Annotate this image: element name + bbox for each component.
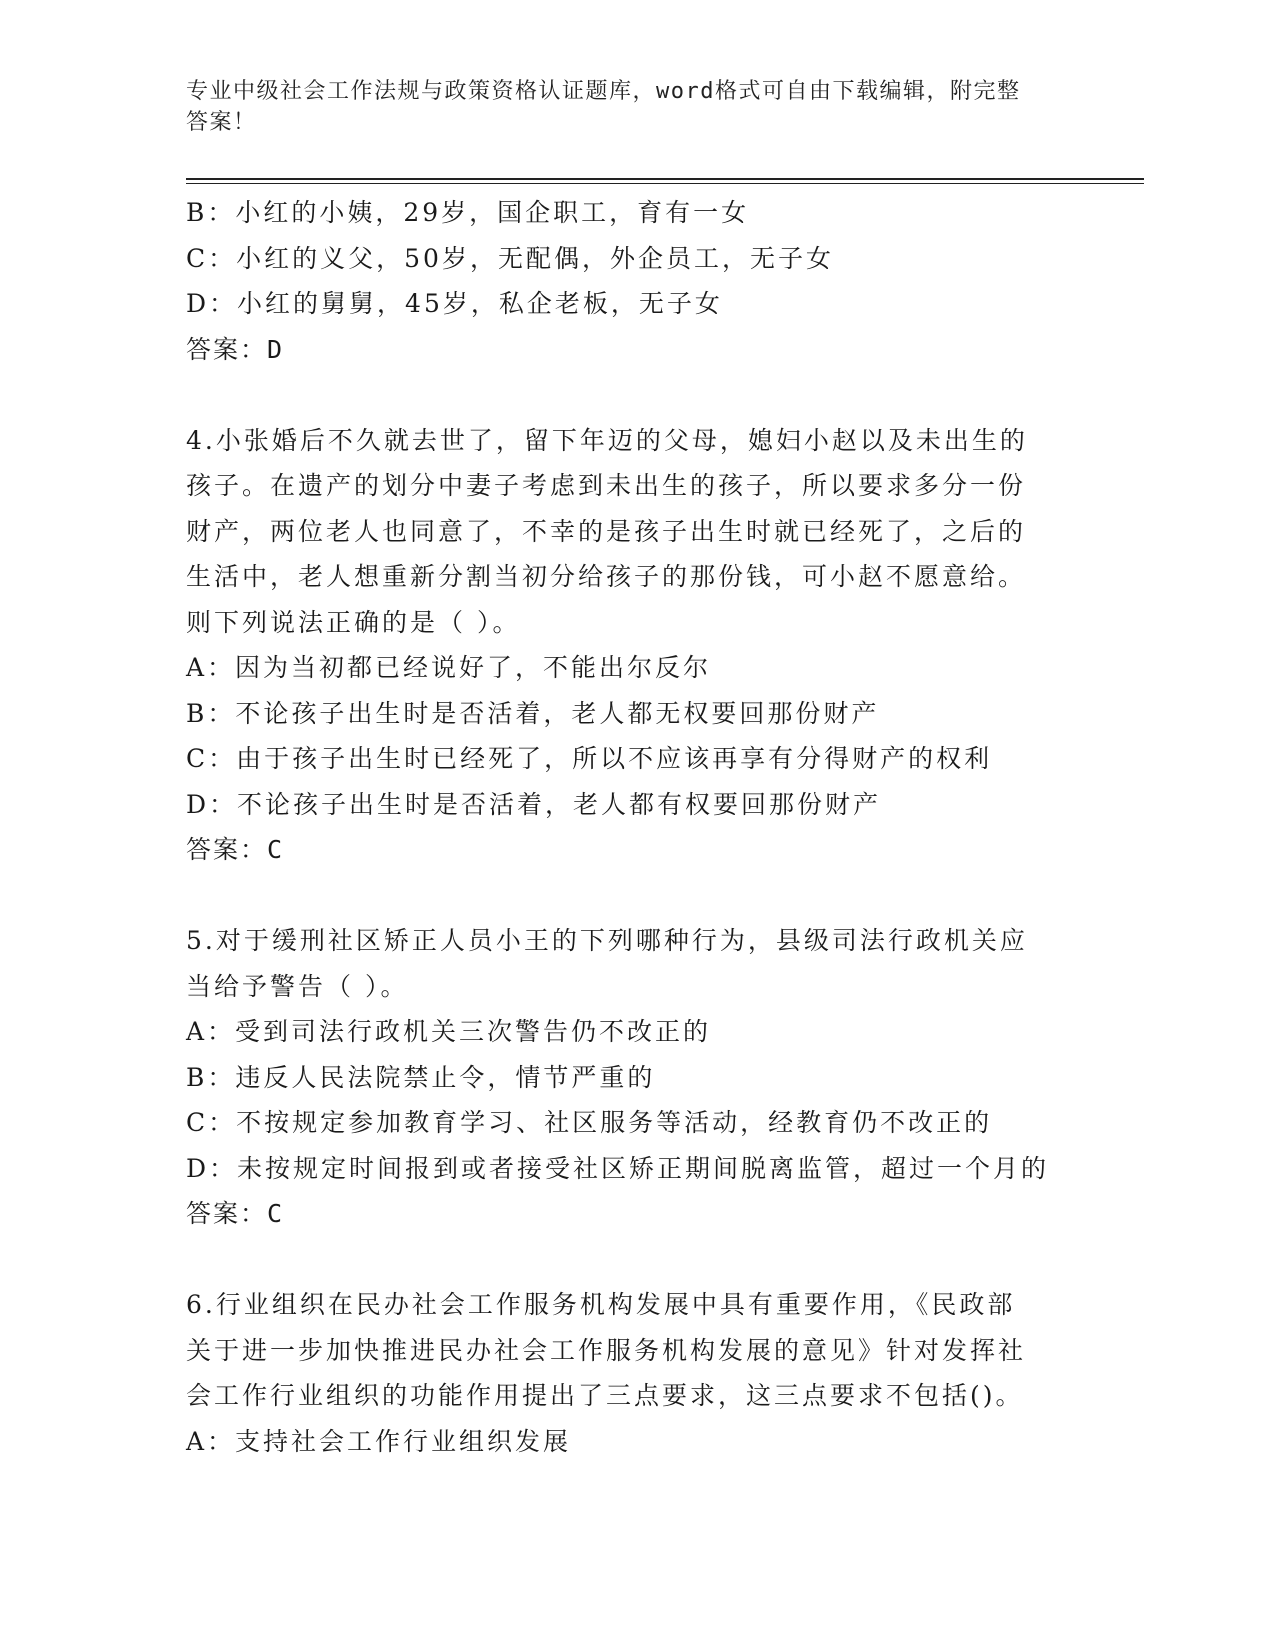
option-a: A：因为当初都已经说好了，不能出尔反尔 — [186, 653, 712, 682]
answer: 答案：D — [186, 334, 285, 364]
option-c: C：不按规定参加教育学习、社区服务等活动，经教育仍不改正的 — [186, 1108, 993, 1137]
option-c: C：小红的义父，50岁，无配偶，外企员工，无子女 — [186, 243, 834, 273]
question-stem-line: 4.小张婚后不久就去世了，留下年迈的父母，媳妇小赵以及未出生的 — [186, 425, 1028, 455]
header-rule-thin — [186, 183, 1144, 184]
question-stem-line: 关于进一步加快推进民办社会工作服务机构发展的意见》针对发挥社 — [186, 1335, 1027, 1365]
question-3 — [186, 190, 1086, 372]
question-stem-line: 孩子。在遗产的划分中妻子考虑到未出生的孩子，所以要求多分一份 — [186, 471, 1027, 500]
question-5 — [186, 918, 1086, 1237]
option-a: A：支持社会工作行业组织发展 — [186, 1426, 572, 1456]
option-d: D：小红的舅舅，45岁，私企老板，无子女 — [186, 289, 723, 318]
option-b: B：不论孩子出生时是否活着，老人都无权要回那份财产 — [186, 698, 880, 728]
option-c: C：由于孩子出生时已经死了，所以不应该再享有分得财产的权利 — [186, 744, 993, 773]
spacer — [186, 372, 1086, 418]
question-6 — [186, 1282, 1086, 1464]
question-stem-line: 当给予警告（ ）。 — [186, 971, 409, 1001]
answer: 答案：C — [186, 835, 285, 864]
option-b: B：小红的小姨，29岁，国企职工，育有一女 — [186, 198, 750, 227]
question-stem-line: 财产，两位老人也同意了，不幸的是孩子出生时就已经死了，之后的 — [186, 516, 1027, 546]
option-b: B：违反人民法院禁止令，情节严重的 — [186, 1062, 656, 1092]
question-stem-line: 5.对于缓刑社区矫正人员小王的下列哪种行为，县级司法行政机关应 — [186, 926, 1028, 955]
question-stem-line: 生活中，老人想重新分割当初分给孩子的那份钱，可小赵不愿意给。 — [186, 562, 1027, 591]
document-header — [186, 76, 1086, 138]
header-rule-thick — [186, 178, 1144, 180]
spacer — [186, 873, 1086, 919]
option-d: D：不论孩子出生时是否活着，老人都有权要回那份财产 — [186, 789, 882, 819]
header-line-2: 答案！ — [186, 110, 257, 135]
answer: 答案：C — [186, 1199, 285, 1228]
question-4 — [186, 418, 1086, 873]
option-a: A：受到司法行政机关三次警告仍不改正的 — [186, 1017, 712, 1046]
question-list — [186, 190, 1086, 1464]
option-d: D：未按规定时间报到或者接受社区矫正期间脱离监管，超过一个月的 — [186, 1153, 1050, 1183]
header-line-1: 专业中级社会工作法规与政策资格认证题库，word格式可自由下载编辑，附完整 — [186, 79, 1021, 104]
question-stem-line: 会工作行业组织的功能作用提出了三点要求，这三点要求不包括()。 — [186, 1381, 1024, 1410]
question-stem-line: 则下列说法正确的是（ ）。 — [186, 607, 521, 637]
spacer — [186, 1237, 1086, 1283]
question-stem-line: 6.行业组织在民办社会工作服务机构发展中具有重要作用，《民政部 — [186, 1290, 1016, 1319]
